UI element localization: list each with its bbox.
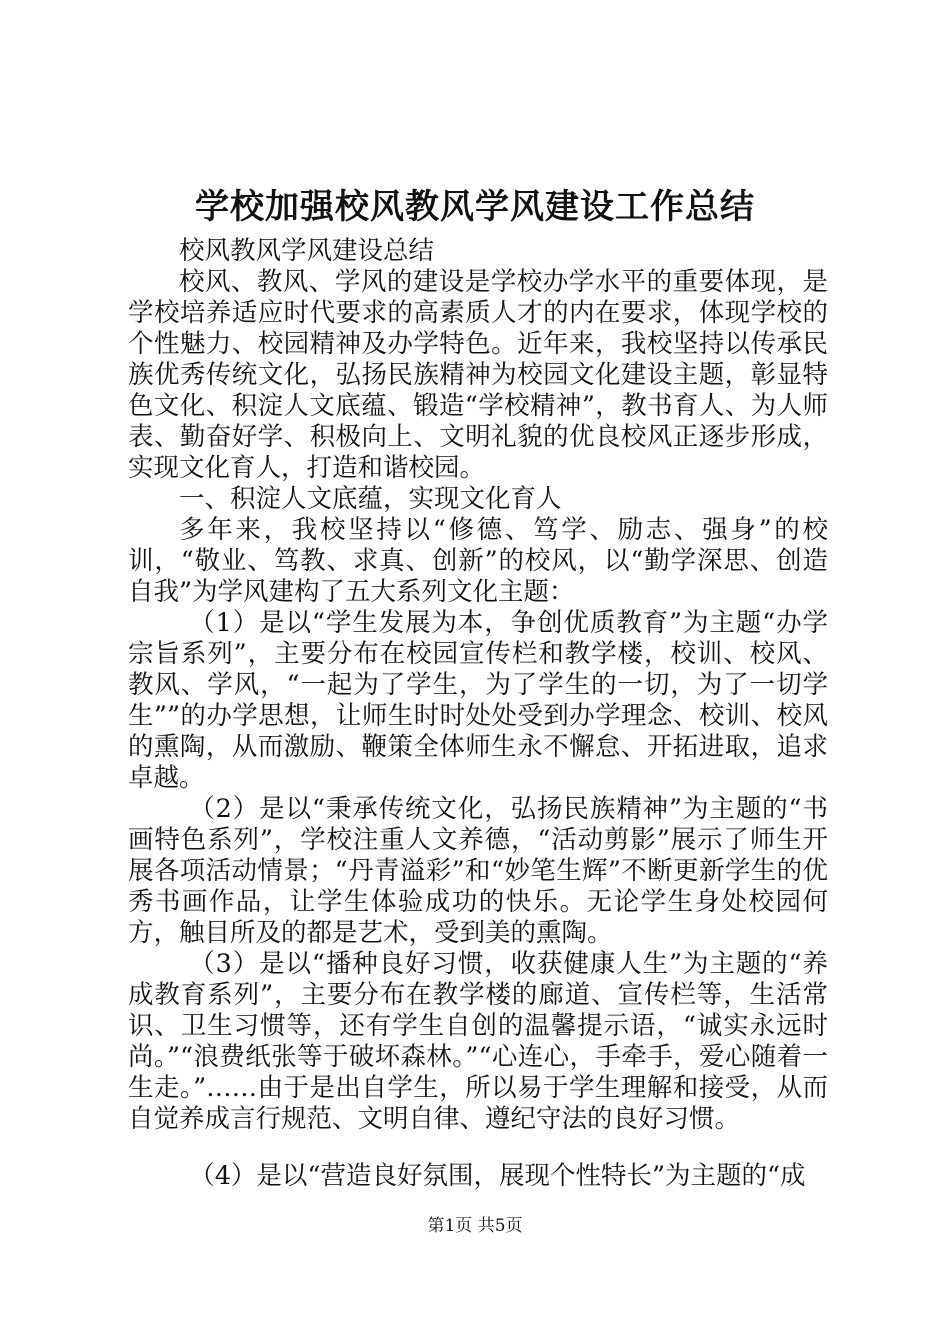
- list-item-3: （3）是以“播种良好习惯，收获健康人生”为主题的“养成教育系列”，主要分布在教学楼的廊道、宣传栏等，生活常识、卫生习惯等，还有学生自创的温馨提示语，“诚实永远时尚。”“浪费纸张等于破坏森林。”“心连心，手牵手，爱心随着一生走。”……由于是出自学生，所以易于学生理解和接受，从而自觉养成言行规范、文明自律、遵纪守法的良好习惯。: [128, 949, 828, 1134]
- intro-paragraph: 校风、教风、学风的建设是学校办学水平的重要体现，是学校培养适应时代要求的高素质人才的内在要求，体现学校的个性魅力、校园精神及办学特色。近年来，我校坚持以传承民族优秀传统文化，弘扬民族精神为校园文化建设主题，彰显特色文化、积淀人文底蕴、锻造“学校精神”，教书育人、为人师表、勤奋好学、积极向上、文明礼貌的优良校风正逐步形成，实现文化育人，打造和谐校园。: [128, 267, 828, 483]
- list-item-2: （2）是以“秉承传统文化，弘扬民族精神”为主题的“书画特色系列”，学校注重人文养德，“活动剪影”展示了师生开展各项活动情景；“丹青溢彩”和“妙笔生辉”不断更新学生的优秀书画作品，让学生体验成功的快乐。无论学生身处校园何方，触目所及的都是艺术，受到美的熏陶。: [128, 794, 828, 948]
- subtitle-paragraph: 校风教风学风建设总结: [179, 236, 435, 266]
- page-footer: 第1页 共5页: [427, 1216, 523, 1236]
- document-body: [128, 236, 828, 1192]
- body-paragraph: 多年来，我校坚持以“修德、笃学、励志、强身”的校训，“敬业、笃教、求真、创新”的校风，以“勤学深思、创造自我”为学风建构了五大系列文化主题：: [128, 515, 828, 607]
- list-item-4: （4）是以“营造良好氛围，展现个性特长”为主题的“成: [189, 1161, 806, 1191]
- document-title: 学校加强校风教风学风建设工作总结: [195, 187, 755, 227]
- section-heading: 一、积淀人文底蕴，实现文化育人: [179, 484, 562, 514]
- list-item-1: （1）是以“学生发展为本，争创优质教育”为主题“办学宗旨系列”，主要分布在校园宣传栏和教学楼，校训、校风、教风、学风，“一起为了学生，为了学生的一切，为了一切学生””的办学思想，让师生时时处处受到办学理念、校训、校风的熏陶，从而激励、鞭策全体师生永不懈怠、开拓进取，追求卓越。: [128, 608, 828, 793]
